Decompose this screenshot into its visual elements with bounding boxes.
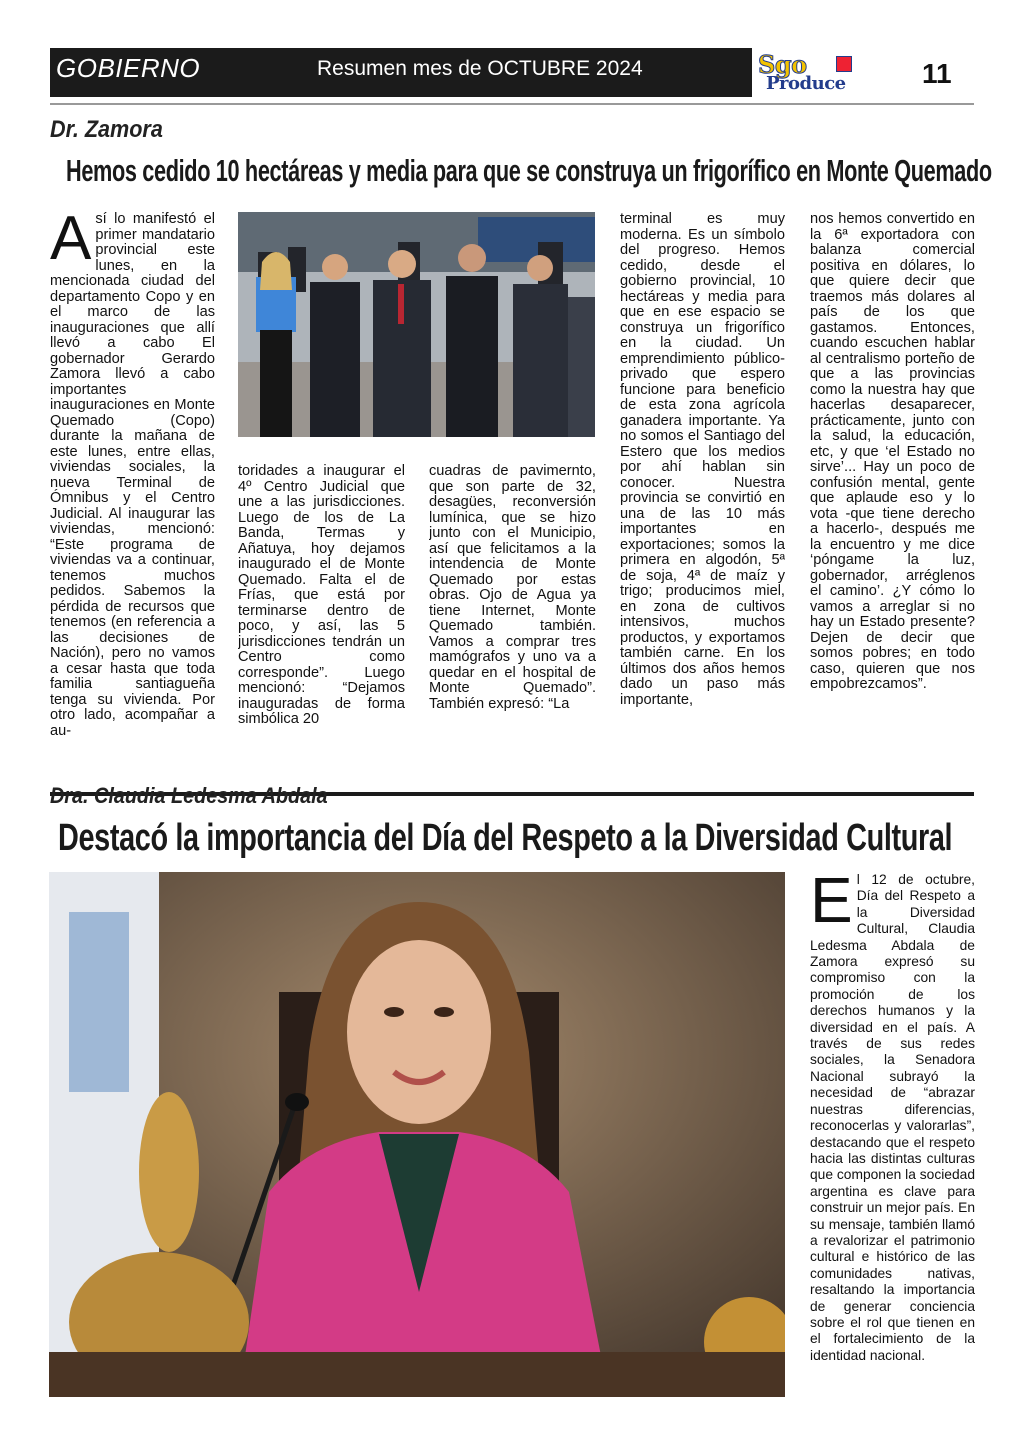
senator-portrait-photo bbox=[49, 872, 785, 1397]
logo-line2: Produce bbox=[766, 73, 846, 94]
article2-photo bbox=[49, 872, 785, 1397]
article1-col3: cuadras de pavimernto, que son parte de 32, desagües, reconversión lumínica, que se hizo junto con el Municipio, así que felicitamos a la intendencia de Monte Quemado por estas obras. Ojo de Agua ya tiene Internet, Monte Quemado también. Vamos a comprar tres mamógrafos y uno va a quedar en el hospital de Monte Quemado”. También expresó: “La bbox=[429, 464, 596, 712]
flag-icon bbox=[836, 56, 852, 72]
article1-col1 bbox=[50, 212, 215, 757]
sgo-produce-logo bbox=[756, 50, 902, 94]
page-number: 11 bbox=[922, 58, 952, 89]
article1-kicker: Dr. Zamora bbox=[50, 116, 163, 143]
article1-col1-text: sí lo manifestó el primer mandatario provincial este lunes, en la mencionada ciudad del departamento Copo y en el marco de las inauguraciones que allí llevó a cabo El gobernador Gerardo Zamora llevó a cabo importantes inauguraciones en Monte Quemado (Copo) durante la mañana de este lunes, entre ellas, viviendas sociales, la nueva Terminal de Ómnibus y el Centro Judicial. Al inaugurar las viviendas, mencionó: “Este programa de viviendas va a continuar, tenemos muchos pedidos. Sabemos la pérdida de recursos que tenemos (en referencia a las decisiones de Nación), pero no vamos a cesar hasta que toda familia santiagueña tenga su vivienda. Por otro lado, acompañar a au- bbox=[50, 212, 215, 739]
article2-dropcap: E bbox=[810, 872, 853, 936]
officials-clapping-photo bbox=[238, 212, 595, 437]
section-label: GOBIERNO bbox=[56, 53, 201, 83]
header-rule bbox=[50, 103, 974, 105]
article2-kicker: Dra. Claudia Ledesma Abdala bbox=[50, 783, 328, 808]
article2-body-text: l 12 de octubre, Día del Respeto a la Diversidad Cultural, Claudia Ledesma Abdala de Zamora expresó su compromiso con la promoción de los derechos humanos y la diversidad en el país. A través de sus redes sociales, la Senadora Nacional subrayó la necesidad de “abrazar nuestras diferencias, reconocerlas y valorarlas”, destacando que el respeto hacia las distintas culturas que componen la sociedad argentina es clave para construir un mejor país. En su mensaje, también llamó a revalorizar el patrimonio cultural e histórico de las comunidades nativas, resaltando la importancia de generar conciencia sobre el rol que tienen en el fortalecimiento de la identidad nacional. bbox=[810, 872, 975, 1363]
issue-label: Resumen mes de OCTUBRE 2024 bbox=[317, 57, 643, 80]
logo-line1: Sgo bbox=[758, 50, 807, 79]
article1-photo bbox=[238, 212, 595, 437]
article1-dropcap: A bbox=[50, 212, 92, 273]
article1-col2: toridades a inaugurar el 4º Centro Judicial que une a las jurisdicciones. Luego de los de La Banda, Termas y Añatuya, hoy dejamos inaugurado el de Monte Quemado. Falta el de Frías, que está por terminarse dentro de poco, y así, las 5 jurisdicciones tendrán un Centro como corresponde”. Luego mencionó: “Dejamos inauguradas de forma simbólica 20 bbox=[238, 464, 405, 727]
article1-col4: terminal es muy moderna. Es un símbolo del progreso. Hemos cedido, desde el gobierno provincial, 10 hectáreas y media para que en ese espacio se construya un frigorífico en la ciudad. Un emprendimiento público-privado que espero funcione para beneficio de esta zona agrícola ganadera importante. Ya no somos el Santiago del Estero que los medios por ahí hablan sin conocer. Nuestra provincia se convirtió en una de las 10 más importantes en exportaciones; somos la primera en algodón, 5ª de soja, 4ª de maíz y trigo; producimos miel, en zona de cultivos intensivos, muchos productos, y exportamos también carne. En los últimos dos años hemos dado un paso más importante, bbox=[620, 212, 785, 708]
article2-headline: Destacó la importancia del Día del Respeto a la Diversidad Cultural bbox=[58, 817, 953, 859]
article2-body bbox=[810, 872, 975, 1392]
article1-headline: Hemos cedido 10 hectáreas y media para que se construya un frigorífico en Monte Quemado bbox=[66, 153, 992, 188]
article1-col5: nos hemos convertido en la 6ª exportadora con balanza comercial positiva en dólares, lo que quiere decir que traemos más dolares al país de los que gastamos. Entonces, cuando escuchen hablar al centralismo porteño de que a las provincias como la nuestra hay que hacerlas desaparecer, prácticamente, junto con la salud, la educación, etc, y que ‘el Estado no sirve’... Hay un poco de confusión mental, gente que aplaude eso y lo vota -que tiene derecho a hacerlo-, después me la encuentro y me dice ‘póngame la luz, gobernador, arréglenos el camino’. ¿Y cómo lo vamos a arreglar si no hay un Estado presente? Dejen de decir que somos pobres; en todo caso, quieren que nos empobrezcamos”. bbox=[810, 212, 975, 692]
